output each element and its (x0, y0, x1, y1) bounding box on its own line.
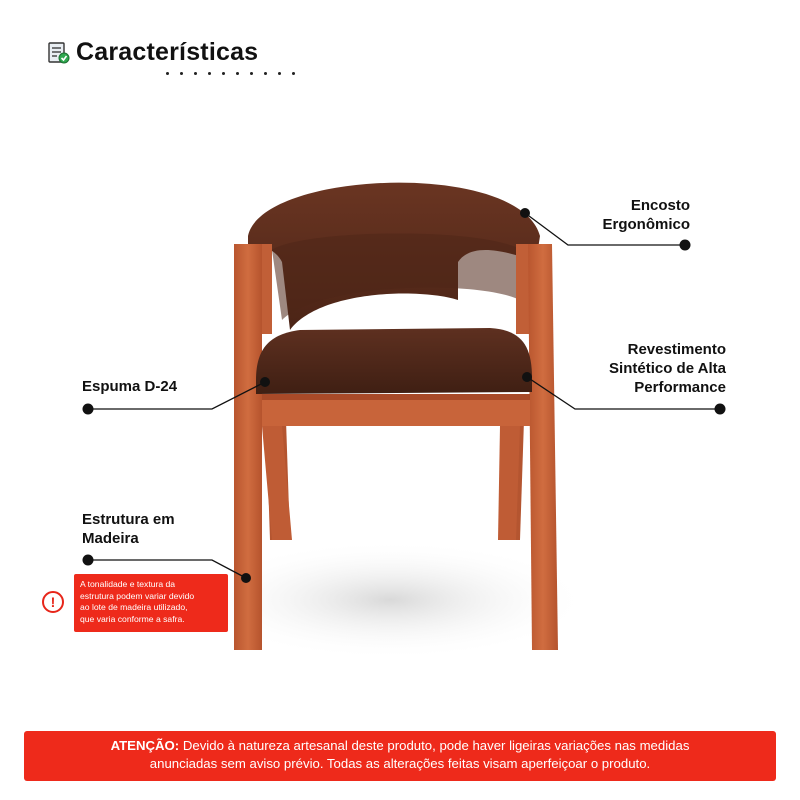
seat-apron (262, 398, 530, 426)
banner-text-line1: Devido à natureza artesanal deste produto, pode haver ligeiras variações nas medidas (179, 738, 690, 753)
label-encosto-line1: Encosto (630, 197, 690, 214)
front-leg-left (234, 244, 262, 650)
attention-banner (24, 731, 776, 781)
note-line4: que varia conforme a safra. (80, 613, 185, 624)
label-espuma (82, 377, 177, 396)
note-line1: A tonalidade e textura da (80, 579, 176, 589)
label-estrutura (82, 510, 175, 548)
label-revestimento-line2: Sintético de Alta (609, 360, 726, 377)
callout-dot-estrutura-end (241, 573, 251, 583)
label-revestimento-line3: Performance (634, 379, 726, 396)
front-leg-right (528, 244, 558, 650)
rear-post-right (516, 244, 530, 334)
seat-cushion (256, 328, 532, 394)
seat-apron-shade (262, 394, 530, 400)
label-estrutura-line1: Estrutura em (82, 511, 175, 528)
label-revestimento (560, 340, 726, 397)
page-title: Características (76, 38, 259, 66)
exclamation-circle-icon: ! (42, 591, 64, 613)
note-line3: ao lote de madeira utilizado, (80, 602, 188, 612)
note-line2: estrutura podem variar devido (80, 590, 195, 601)
callout-dot-estrutura-start (83, 555, 94, 566)
callout-dot-espuma-end (260, 377, 270, 387)
label-espuma-line1: Espuma D-24 (82, 378, 178, 395)
callout-dot-revestimento-end (715, 404, 726, 415)
label-encosto (560, 196, 690, 234)
banner-line1 (24, 737, 776, 755)
banner-bold-label: ATENÇÃO: (110, 738, 180, 753)
label-encosto-line2: Ergonômico (602, 216, 690, 233)
label-revestimento-line1: Revestimento (627, 341, 726, 358)
callout-dot-espuma-start (83, 404, 94, 415)
banner-text-line2: anunciadas sem aviso prévio. Todas as alterações feitas visam aperfeiçoar o produto. (149, 756, 651, 771)
label-estrutura-line2: Madeira (82, 530, 139, 547)
wood-variation-note (74, 574, 228, 632)
callout-dot-encosto-start (520, 208, 530, 218)
callout-dot-revestimento-start (522, 372, 532, 382)
callout-dot-encosto-end (680, 240, 691, 251)
